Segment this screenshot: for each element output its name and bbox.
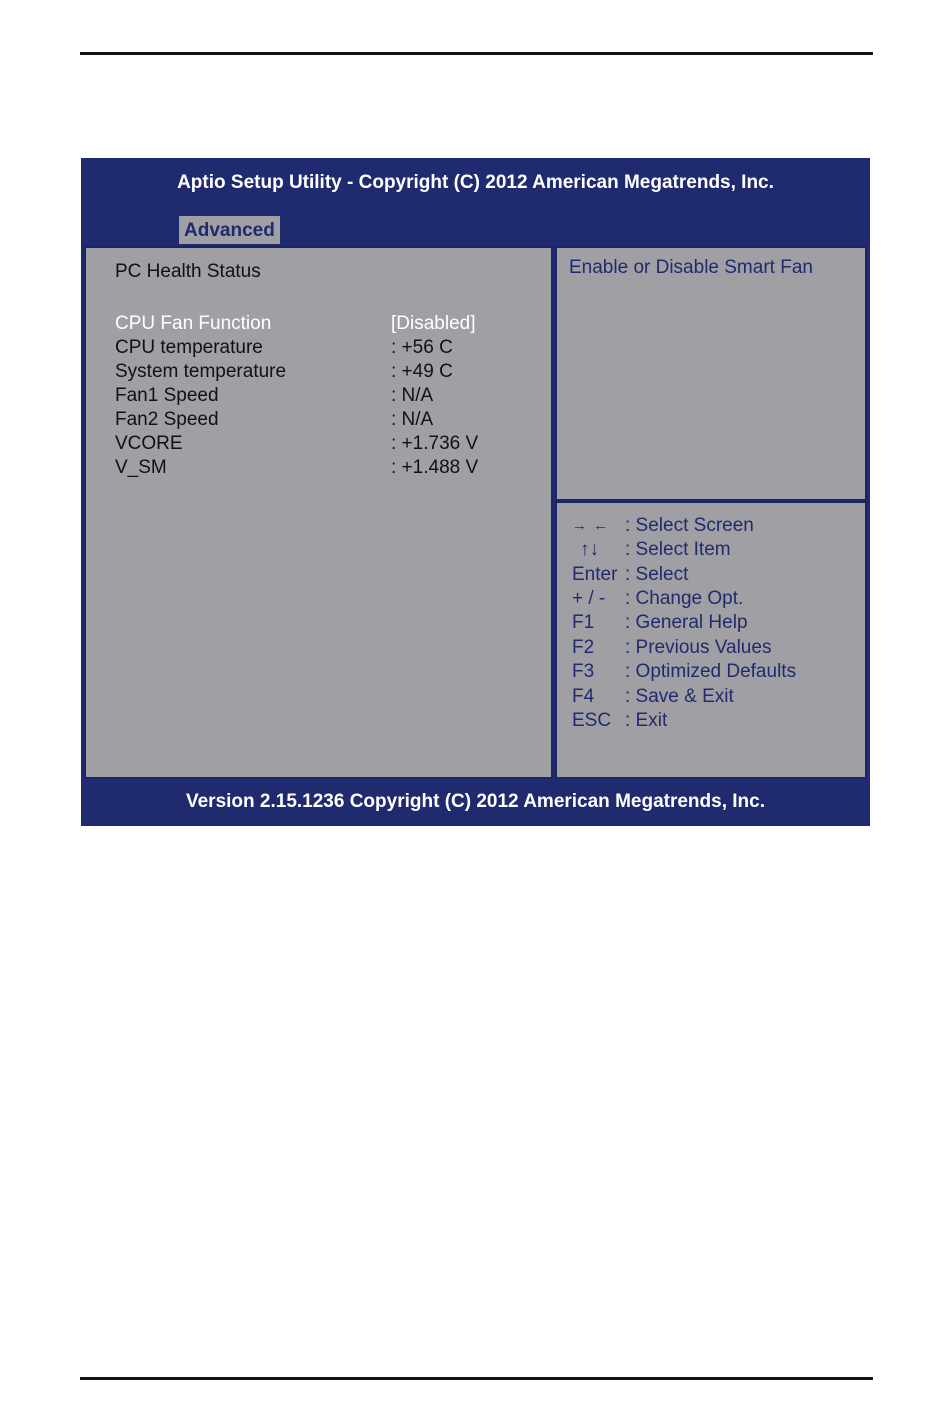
key-name: ESC [572, 710, 612, 731]
key-description: : Select Screen [625, 515, 754, 536]
key-description: : Select [625, 564, 689, 585]
status-label: Fan2 Speed [115, 409, 219, 430]
item-help-panel [555, 246, 867, 501]
bios-setup-screen [81, 158, 870, 826]
key-description: : Optimized Defaults [625, 661, 797, 682]
key-description: : Select Item [625, 539, 731, 560]
page-bottom-rule [80, 1377, 873, 1380]
key-description: : Save & Exit [625, 686, 734, 707]
key-description: : General Help [625, 612, 748, 633]
status-value: : +56 C [391, 337, 453, 358]
setup-utility-title: Aptio Setup Utility - Copyright (C) 2012 American Megatrends, Inc. [177, 172, 774, 193]
key-name: F1 [572, 612, 595, 633]
help-text: Enable or Disable Smart Fan [569, 257, 813, 278]
key-description: : Change Opt. [625, 588, 744, 609]
key-description: : Previous Values [625, 637, 772, 658]
version-footer: Version 2.15.1236 Copyright (C) 2012 American Megatrends, Inc. [84, 781, 867, 823]
section-title: PC Health Status [115, 261, 261, 282]
arrows-left-right-icon: → ← [572, 517, 610, 534]
key-name: + / - [572, 588, 606, 609]
status-value: : +1.736 V [391, 433, 479, 454]
status-value: : +1.488 V [391, 457, 479, 478]
key-name: F3 [572, 661, 595, 682]
key-name: F2 [572, 637, 595, 658]
pc-health-status-panel [84, 246, 553, 779]
key-description: : Exit [625, 710, 668, 731]
key-legend-panel [555, 501, 867, 779]
setting-label: CPU Fan Function [115, 313, 272, 334]
tab-advanced[interactable]: Advanced [179, 216, 280, 244]
status-label: CPU temperature [115, 337, 263, 358]
page-top-rule [80, 52, 873, 55]
status-value: : +49 C [391, 361, 453, 382]
key-name: Enter [572, 564, 618, 585]
status-label: VCORE [115, 433, 183, 454]
status-label: Fan1 Speed [115, 385, 219, 406]
status-value: : N/A [391, 409, 434, 430]
arrows-up-down-icon: ↑↓ [580, 539, 599, 560]
setting-value-dropdown[interactable]: [Disabled] [391, 313, 476, 334]
status-value: : N/A [391, 385, 434, 406]
key-name: F4 [572, 686, 595, 707]
status-label: System temperature [115, 361, 287, 382]
status-label: V_SM [115, 457, 167, 478]
